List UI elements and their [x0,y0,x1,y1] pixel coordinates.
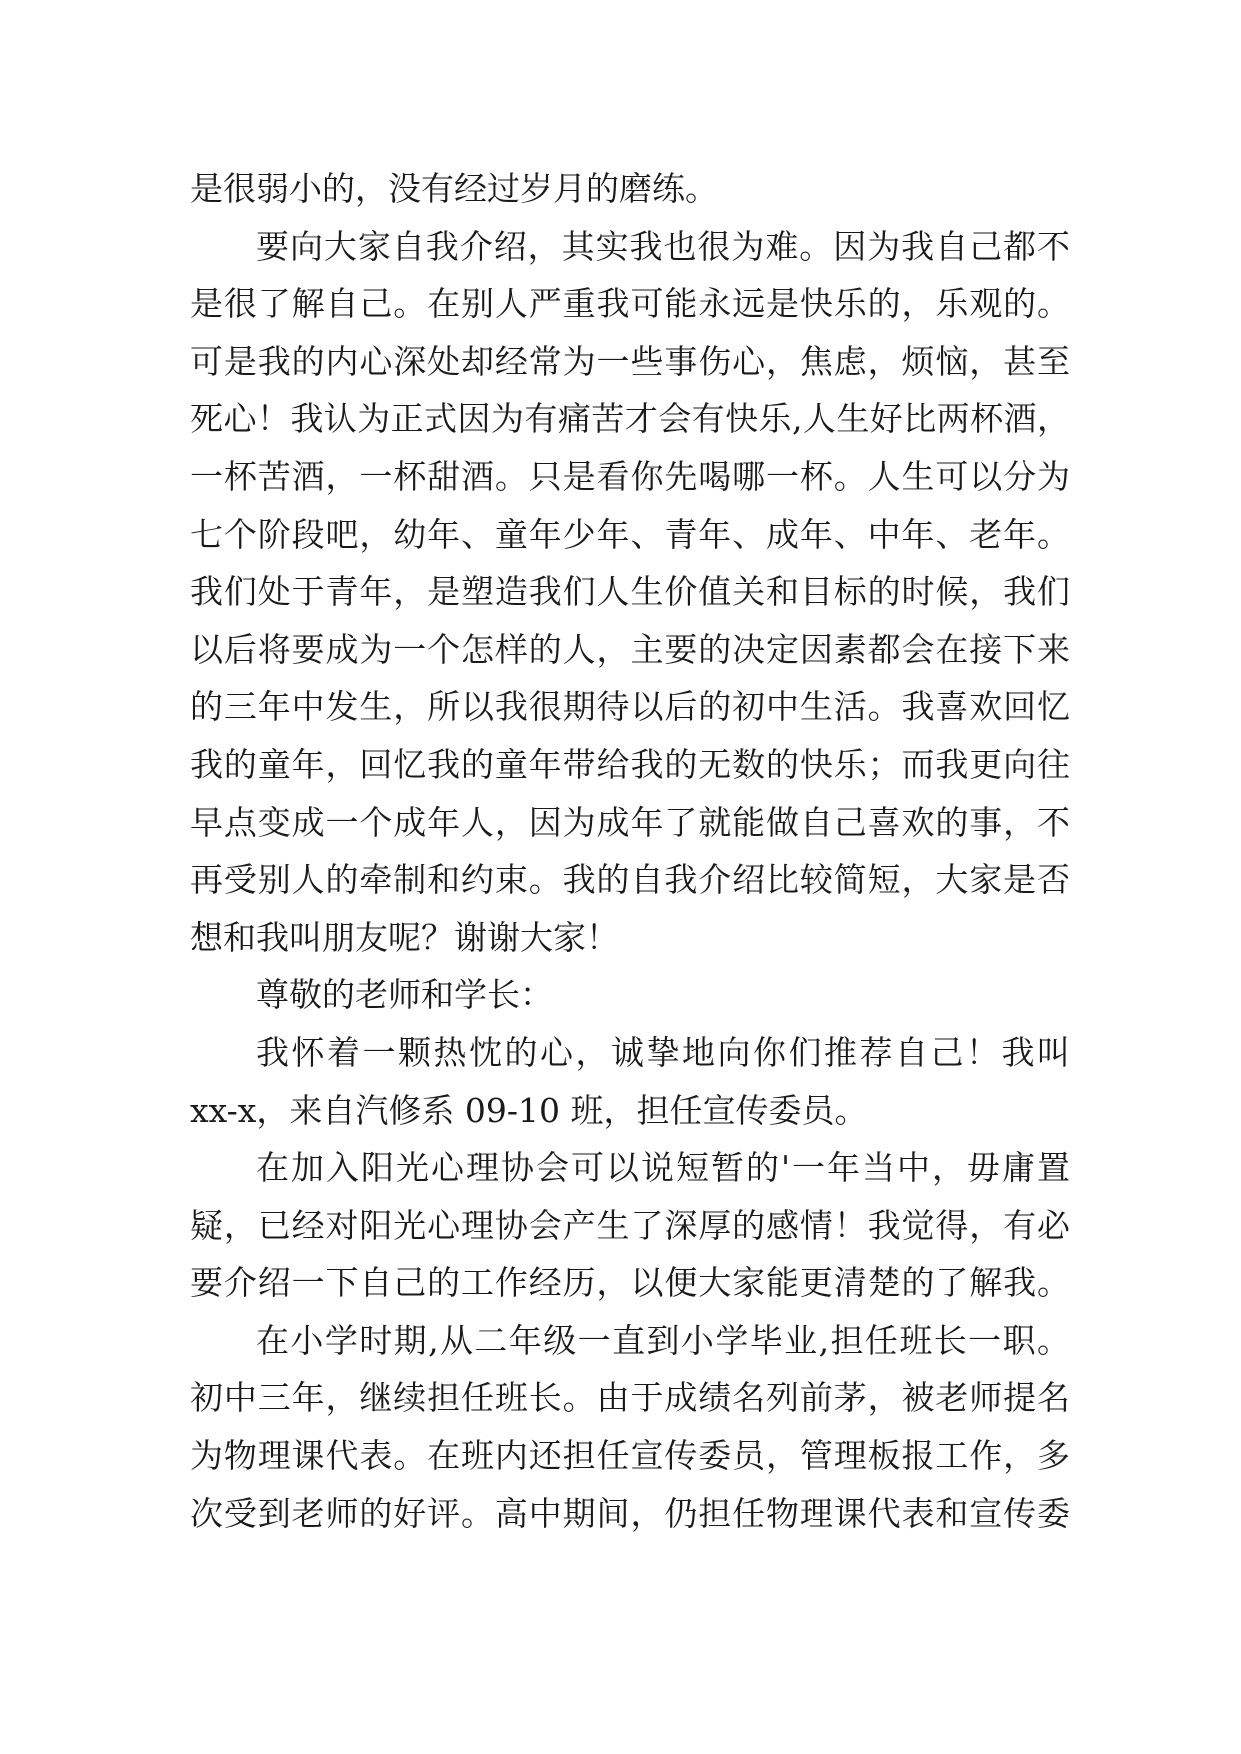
text-line: xx-x，来自汽修系 09-10 班，担任宣传委员。 [190,1090,868,1130]
text-line: 的三年中发生，所以我很期待以后的初中生活。我喜欢回忆 [190,687,1070,727]
body-text [190,160,1070,1542]
text-line: 是很了解自己。在别人严重我可能永远是快乐的，乐观的。 [190,284,1070,324]
text-line: 我们处于青年，是塑造我们人生价值关和目标的时候，我们 [190,572,1070,612]
text-line: 是很弱小的，没有经过岁月的磨练。 [190,169,718,208]
text-line: 早点变成一个成年人，因为成年了就能做自己喜欢的事，不 [190,802,1070,842]
text-line: 一杯苦酒，一杯甜酒。只是看你先喝哪一杯。人生可以分为 [190,456,1070,496]
text-line: 死心！我认为正式因为有痛苦才会有快乐,人生好比两杯酒， [190,399,1070,439]
text-line: 在加入阳光心理协会可以说短暂的'一年当中，毋庸置 [256,1148,1070,1188]
text-line: 为物理课代表。在班内还担任宣传委员，管理板报工作，多 [190,1436,1070,1476]
text-line: 尊敬的老师和学长： [256,975,553,1015]
text-line: 想和我叫朋友呢？谢谢大家！ [190,917,619,957]
text-line: 要向大家自我介绍，其实我也很为难。因为我自己都不 [256,226,1070,266]
text-line: 在小学时期,从二年级一直到小学毕业,担任班长一职。 [256,1320,1070,1360]
text-line: 疑，已经对阳光心理协会产生了深厚的感情！我觉得，有必 [190,1205,1070,1245]
text-line: 要介绍一下自己的工作经历，以便大家能更清楚的了解我。 [190,1263,1070,1303]
text-line: 次受到老师的好评。高中期间，仍担任物理课代表和宣传委 [190,1493,1070,1533]
text-line: 初中三年，继续担任班长。由于成绩名列前茅，被老师提名 [190,1378,1070,1418]
text-line: 以后将要成为一个怎样的人，主要的决定因素都会在接下来 [190,629,1070,669]
text-line: 我的童年，回忆我的童年带给我的无数的快乐；而我更向往 [190,744,1070,784]
text-line: 再受别人的牵制和约束。我的自我介绍比较简短，大家是否 [190,860,1070,900]
text-line: 我怀着一颗热忱的心，诚挚地向你们推荐自己！我叫 [256,1032,1070,1072]
text-line: 七个阶段吧，幼年、童年少年、青年、成年、中年、老年。 [190,514,1070,554]
text-line: 可是我的内心深处却经常为一些事伤心，焦虑，烦恼，甚至 [190,341,1070,381]
